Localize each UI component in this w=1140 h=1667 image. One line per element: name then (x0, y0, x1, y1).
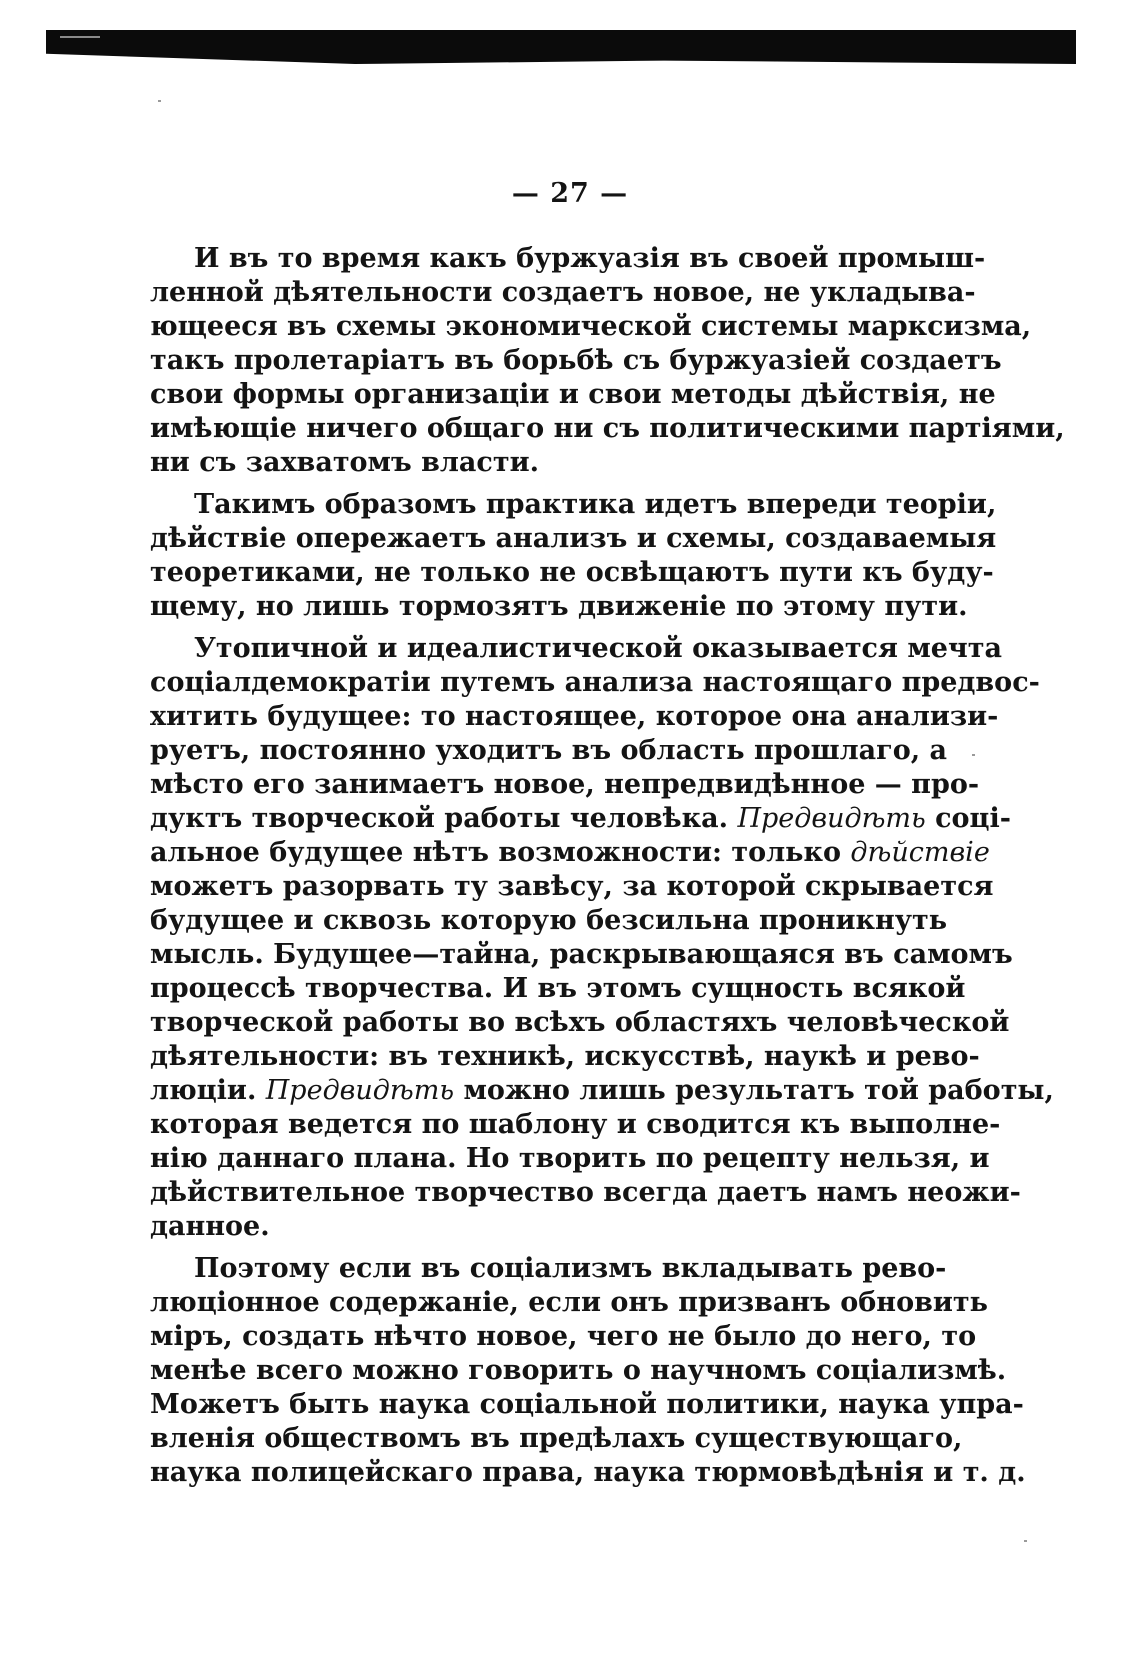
text-line: Такимъ образомъ практика идетъ впереди теоріи, (194, 489, 997, 520)
paragraph-1 (150, 242, 1065, 480)
text-line: Утопичной и идеалистической оказывается мечта (194, 633, 1002, 664)
italic-word: Предвидѣть (737, 803, 926, 834)
text-segment: дуктъ творческой работы человѣка. (150, 803, 729, 834)
text-line: Можетъ быть наука соціальной политики, наука упра- (150, 1389, 1024, 1420)
text-line: руетъ, постоянно уходитъ въ область прошлаго, а (150, 735, 948, 766)
scan-speck (158, 100, 161, 102)
text-line: мѣсто его занимаетъ новое, непредвидѣнное — про- (150, 769, 980, 800)
text-line: И въ то время какъ буржуазія въ своей промыш- (194, 243, 986, 274)
text-line: Поэтому если въ соціализмъ вкладывать рево- (194, 1253, 947, 1284)
text-segment: можно лишь результатъ той работы, (463, 1075, 1054, 1106)
text-line: ленной дѣятельности создаетъ новое, не укладыва- (150, 277, 976, 308)
text-line: такъ пролетаріатъ въ борьбѣ съ буржуазіей создаетъ (150, 345, 1002, 376)
text-line: ни съ захватомъ власти. (150, 447, 540, 478)
text-segment: соці- (935, 803, 1011, 834)
body-text (150, 242, 1065, 1498)
text-line: теоретиками, не только не освѣщаютъ пути къ буду- (150, 557, 994, 588)
paragraph-2 (150, 488, 997, 624)
text-line: имѣющіе ничего общаго ни съ политическими партіями, (150, 413, 1065, 444)
text-line: данное. (150, 1211, 270, 1242)
text-line: творческой работы во всѣхъ областяхъ человѣческой (150, 1007, 1010, 1038)
text-line: процессѣ творчества. И въ этомъ сущность всякой (150, 973, 966, 1004)
text-line: хитить будущее: то настоящее, которое она анализи- (150, 701, 999, 732)
text-line: міръ, создать нѣчто новое, чего не было до него, то (150, 1321, 977, 1352)
text-segment: люціи. (150, 1075, 257, 1106)
text-line: менѣе всего можно говорить о научномъ соціализмѣ. (150, 1355, 1007, 1386)
text-line: щему, но лишь тормозятъ движеніе по этому пути. (150, 591, 968, 622)
italic-word: Предвидѣть (265, 1075, 455, 1106)
text-line: ющееся въ схемы экономической системы марксизма, (150, 311, 1032, 342)
text-line: будущее и сквозь которую безсильна проникнуть (150, 905, 948, 936)
scan-speck (972, 754, 975, 756)
paragraph-4 (150, 1252, 1026, 1490)
text-line: свои формы организаціи и свои методы дѣйствія, не (150, 379, 996, 410)
text-line: нію даннаго плана. Но творить по рецепту нельзя, и (150, 1143, 990, 1174)
text-line: которая ведется по шаблону и сводится къ выполне- (150, 1109, 1001, 1140)
text-line: вленія обществомъ въ предѣлахъ существующаго, (150, 1423, 963, 1454)
scan-edge-bar (46, 30, 1076, 64)
text-line: можетъ разорвать ту завѣсу, за которой скрывается (150, 871, 994, 902)
paragraph-3 (150, 632, 1054, 1244)
text-line: люціонное содержаніе, если онъ призванъ обновить (150, 1287, 988, 1318)
text-segment: альное будущее нѣтъ возможности: только (150, 837, 842, 868)
text-line: дѣйствіе опережаетъ анализъ и схемы, создаваемыя (150, 523, 997, 554)
page-number: — 27 — (511, 178, 629, 209)
text-line (150, 836, 990, 870)
scan-artifact (60, 36, 100, 38)
italic-word: дѣйствіе (850, 837, 990, 868)
text-line: дѣйствительное творчество всегда даетъ намъ неожи- (150, 1177, 1021, 1208)
text-line: дѣятельности: въ техникѣ, искусствѣ, наукѣ и рево- (150, 1041, 980, 1072)
scan-speck (1024, 1540, 1027, 1542)
text-line: соціалдемократіи путемъ анализа настоящаго предвос- (150, 667, 1040, 698)
text-line: мысль. Будущее—тайна, раскрывающаяся въ самомъ (150, 939, 1013, 970)
text-line: наука полицейскаго права, наука тюрмовѣдѣнія и т. д. (150, 1457, 1026, 1488)
text-line (150, 802, 1011, 836)
text-line (150, 1074, 1054, 1108)
